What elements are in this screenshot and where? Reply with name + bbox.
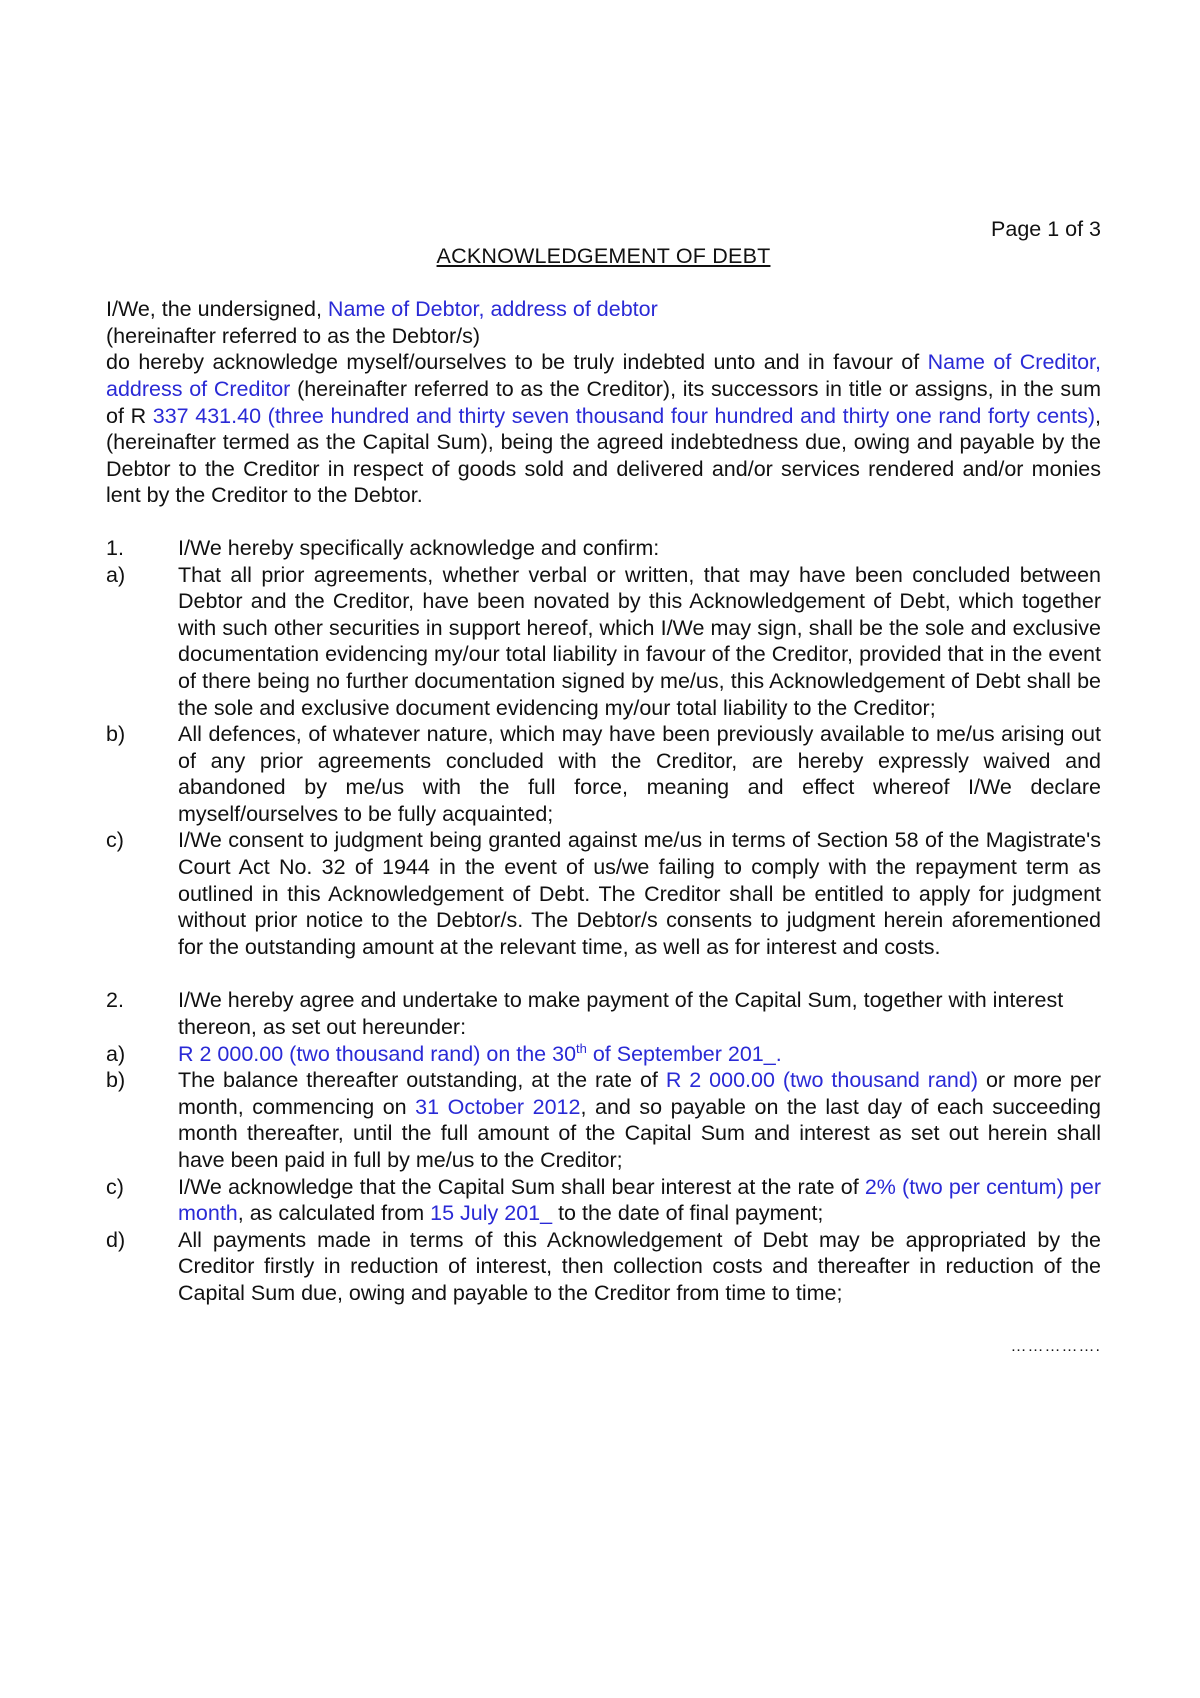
- creditor-placeholder: Name of Creditor, address of Creditor: [106, 350, 1102, 401]
- page-number: Page 1 of 3: [991, 217, 1101, 241]
- clause-2c: c) I/We acknowledge that the Capital Sum shall bear interest at the rate of 2% (two per centum) per month, as calculated from 15 July 201_ to the date of final payment;: [106, 1174, 1101, 1226]
- clause-2-heading: 2. I/We hereby agree and undertake to make payment of the Capital Sum, together with interest thereon, as set out hereunder:: [106, 988, 1064, 1040]
- clause-1b: b) All defences, of whatever nature, which may have been previously available to me/us arising out of any prior agreements concluded with the Creditor, are hereby expressly waived and abandoned by me/us with the full force, meaning and effect whereof I/We declare myself/ourselves to be fully acquainted;: [106, 722, 1101, 826]
- continuation-dots: …………….: [1010, 1337, 1101, 1355]
- intro-paragraph: do hereby acknowledge myself/ourselves to be truly indebted unto and in favour of Name of Creditor, address of Creditor (hereinafter referred to as the Creditor), its successors in title or assigns, in the sum of R 337 431.40 (three hundred and thirty seven thousand four hundred and thirty one rand forty cents), (hereinafter termed as the Capital Sum), being the agreed indebtedness due, owing and payable by the Debtor to the Creditor in respect of goods sold and delivered and/or services rendered and/or monies lent by the Creditor to the Debtor.: [106, 350, 1102, 508]
- clause-2d: d) All payments made in terms of this Acknowledgement of Debt may be appropriated by the Creditor firstly in reduction of interest, then collection costs and thereafter in reduction of the Capital Sum due, owing and payable to the Creditor from time to time;: [106, 1227, 1101, 1305]
- document-content: [106, 216, 1101, 1360]
- clause-1a: a) That all prior agreements, whether verbal or written, that may have been concluded between Debtor and the Creditor, have been novated by this Acknowledgement of Debt, which together with such other securities in support hereof, which I/We may sign, shall be the sole and exclusive documentation evidencing my/our total liability in favour of the Creditor, provided that in the event of there being no further documentation signed by me/us, this Acknowledgement of Debt shall be the sole and exclusive document evidencing my/our total liability to the Creditor;: [106, 562, 1101, 720]
- debtor-placeholder: Name of Debtor, address of debtor: [327, 297, 658, 322]
- debtor-line: I/We, the undersigned, Name of Debtor, address of debtor: [106, 297, 658, 322]
- clause-1c: c) I/We consent to judgment being granted against me/us in terms of Section 58 of the Magistrate's Court Act No. 32 of 1944 in the event of us/we failing to comply with the repayment term as outlined in this Acknowledgement of Debt. The Creditor shall be entitled to apply for judgment without prior notice to the Debtor/s. The Debtor/s consents to judgment herein aforementioned for the outstanding amount at the relevant time, as well as for interest and costs.: [106, 828, 1101, 959]
- interest-period: per month: [178, 1174, 1101, 1226]
- clause-1-heading: 1. I/We hereby specifically acknowledge and confirm:: [106, 535, 660, 560]
- first-payment-amount: R 2 000.00 (two thousand rand) on the 30th of September 201_.: [178, 1040, 782, 1066]
- monthly-amount: R 2 000.00 (two thousand rand): [665, 1068, 979, 1093]
- interest-rate: 2% (two per centum): [864, 1174, 1064, 1199]
- commencement-date: 31 October 2012: [415, 1094, 581, 1119]
- clause-2b: b) The balance thereafter outstanding, at the rate of R 2 000.00 (two thousand rand) or more per month, commencing on 31 October 2012, and so payable on the last day of each succeeding month thereafter, until the full amount of the Capital Sum and interest as set out herein shall have been paid in full by me/us to the Creditor;: [106, 1068, 1101, 1172]
- clause-2a: a) R 2 000.00 (two thousand rand) on the 30th of September 201_.: [106, 1041, 1101, 1068]
- debtor-definition: (hereinafter referred to as the Debtor/s): [106, 323, 481, 348]
- capital-sum-amount: 337 431.40 (three hundred and thirty seven thousand four hundred and thirty one rand forty cents): [152, 403, 1096, 428]
- document-title: ACKNOWLEDGEMENT OF DEBT: [436, 243, 771, 268]
- interest-start-date: 15 July 201_: [430, 1201, 553, 1226]
